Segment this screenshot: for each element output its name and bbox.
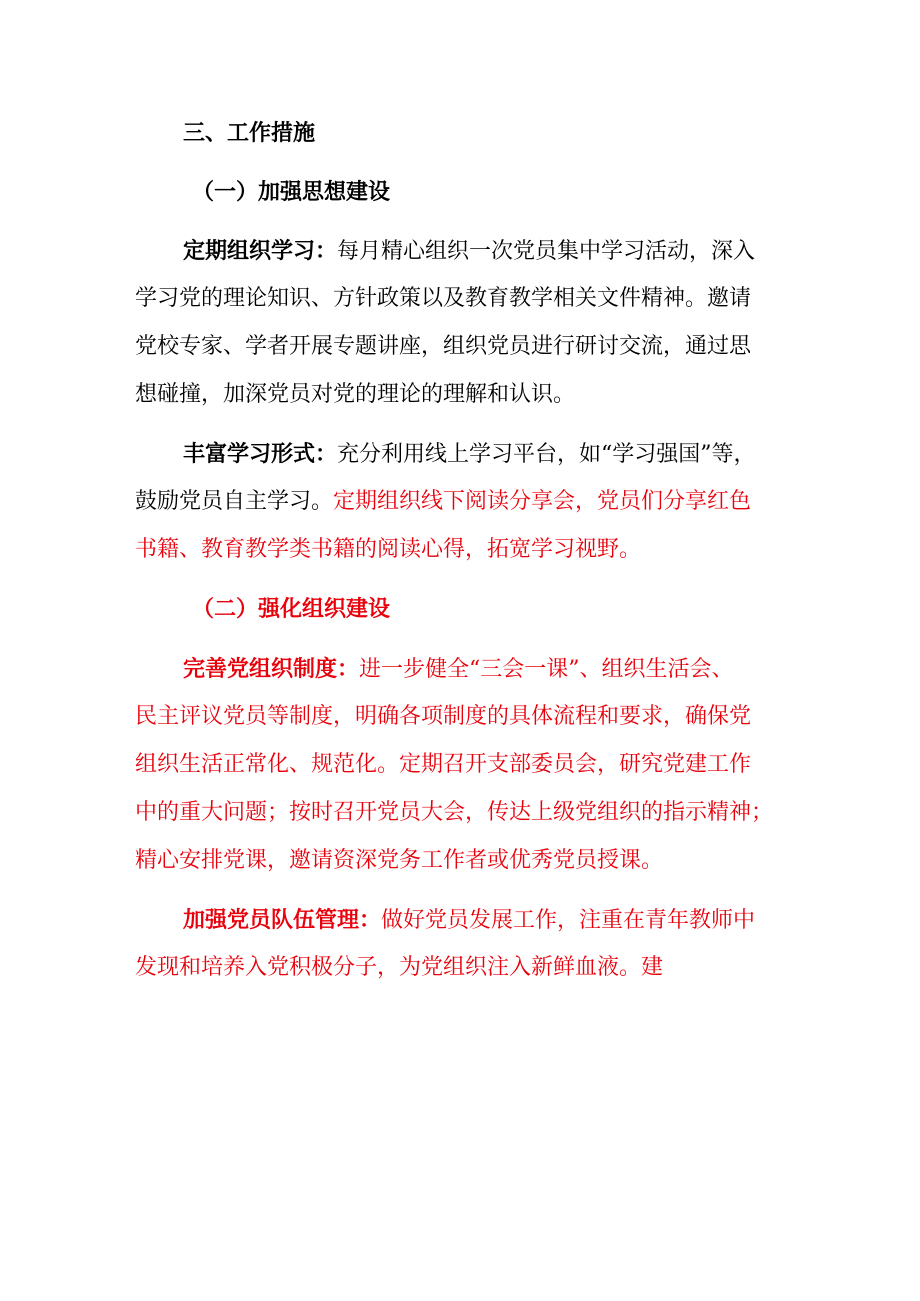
highlighted-text: 定期组织线下阅读分享会，党员们分享红色 [333,489,752,514]
paragraph-text: 进一步健全“三会一课”、组织生活会、 [359,657,734,682]
highlighted-line: 民主评议党员等制度，明确各项制度的具体流程和要求，确保党 [135,704,752,729]
paragraph-text: 做好党员发展工作，注重在青年教师中 [381,908,756,933]
highlighted-line: 中的重大问题；按时召开党员大会，传达上级党组织的指示精神； [135,800,774,825]
paragraph-lead: 丰富学习形式： [183,441,338,467]
paragraph-line [135,487,751,517]
paragraph-line [183,236,755,267]
paragraph-text: 充分利用线上学习平台，如“学习强国”等， [337,442,756,467]
paragraph-line: 学习党的理论知识、方针政策以及教育教学相关文件精神。邀请 [135,286,752,311]
highlighted-line: 书籍、教育教学类书籍的阅读心得，拓宽学习视野。 [135,537,642,562]
highlighted-line [183,905,755,936]
paragraph-line: 党校专家、学者开展专题讲座，组织党员进行研讨交流，通过思 [135,334,752,359]
subsection-heading-2: （二）强化组织建设 [192,596,391,622]
paragraph-lead: 加强党员队伍管理： [183,907,382,933]
paragraph-line: 想碰撞，加深党员对党的理论的理解和认识。 [135,382,576,407]
paragraph-lead: 定期组织学习： [183,238,338,264]
paragraph-line [183,439,756,470]
highlighted-line: 精心安排党课，邀请资深党务工作者或优秀党员授课。 [135,848,664,873]
highlighted-line: 发现和培养入党积极分子，为党组织注入新鲜血液。建 [135,955,664,980]
paragraph-lead: 完善党组织制度： [183,656,360,682]
highlighted-line: 组织生活正常化、规范化。定期召开支部委员会，研究党建工作 [135,752,752,777]
section-heading: 三、工作措施 [183,120,316,146]
paragraph-text: 每月精心组织一次党员集中学习活动，深入 [337,239,756,264]
subsection-heading-1: （一）加强思想建设 [192,179,391,205]
highlighted-line [183,654,734,685]
paragraph-text: 鼓励党员自主学习。 [135,489,334,514]
